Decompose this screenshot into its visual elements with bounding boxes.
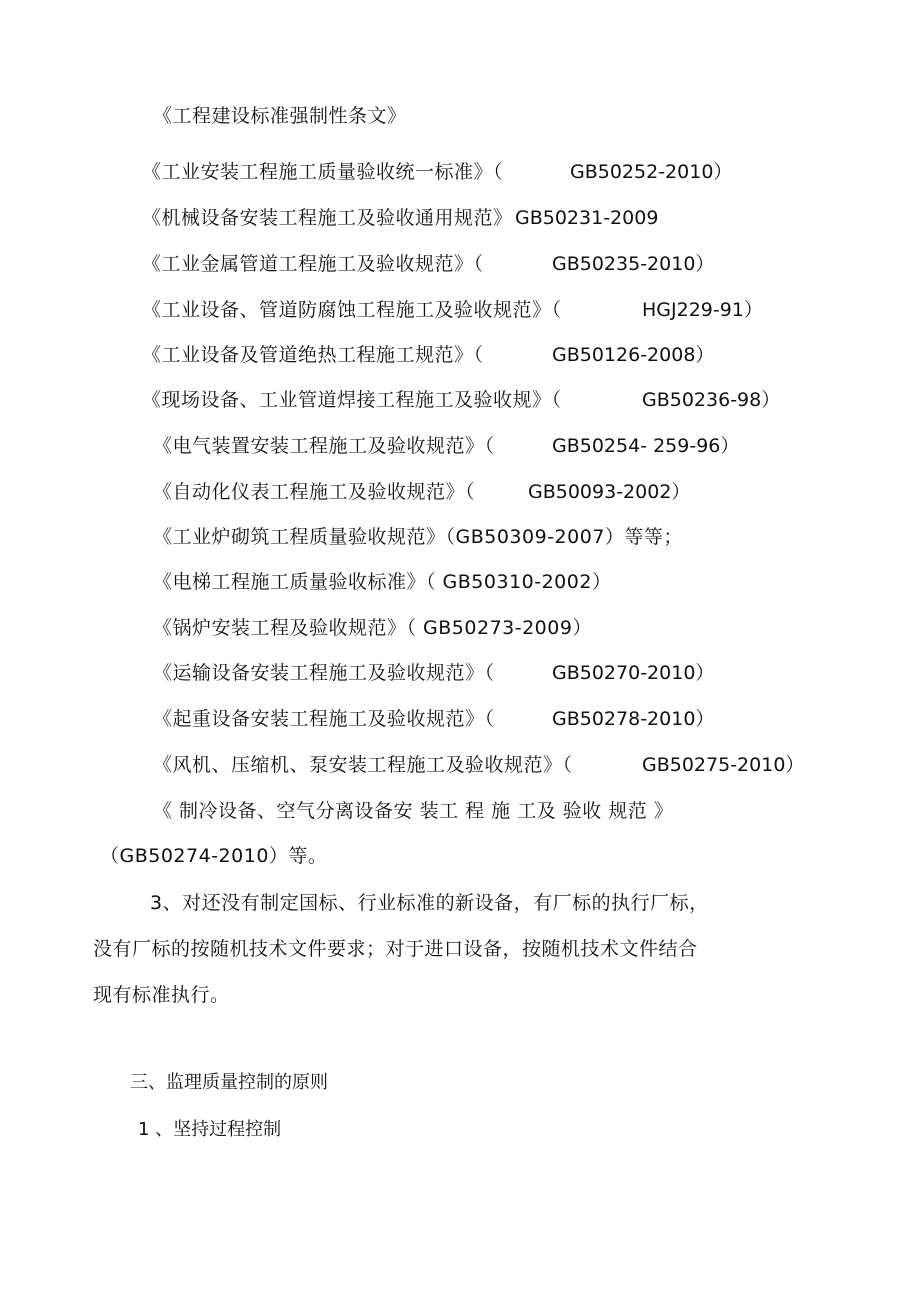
standard-code-6: GB50126-2008）	[552, 344, 715, 366]
standard-title-10: 《工业炉砌筑工程质量验收规范》（GB50309-2007）等等；	[153, 526, 683, 548]
standard-title-9: 《自动化仪表工程施工及验收规范》（	[153, 481, 476, 503]
paragraph-line-1: 3、对还没有制定国标、行业标准的新设备，有厂标的执行厂标，	[150, 892, 709, 914]
standard-title-4: 《工业金属管道工程施工及验收规范》（	[142, 253, 484, 275]
standard-code-9: GB50093-2002）	[528, 481, 691, 503]
standard-title-2: 《工业安装工程施工质量验收统一标准》（	[142, 161, 504, 183]
standard-title-6: 《工业设备及管道绝热工程施工规范》（	[142, 344, 484, 366]
standard-code-7: GB50236-98）	[642, 389, 781, 411]
standard-title-16: 《 制冷设备、空气分离设备安 装工 程 施 工及 验收 规范 》	[153, 800, 674, 822]
section-heading: 三、监理质量控制的原则	[130, 1072, 328, 1093]
standard-code-13: GB50270-2010）	[552, 662, 715, 684]
standard-title-7: 《现场设备、工业管道焊接工程施工及验收规》（	[142, 389, 562, 411]
standard-title-13: 《运输设备安装工程施工及验收规范》（	[153, 662, 495, 684]
standard-title-5: 《工业设备、管道防腐蚀工程施工及验收规范》（	[142, 299, 562, 321]
standard-code-5: HGJ229-91）	[642, 299, 763, 321]
paragraph-line-3: 现有标准执行。	[93, 984, 230, 1006]
standard-code-14: GB50278-2010）	[552, 708, 715, 730]
standard-title-14: 《起重设备安装工程施工及验收规范》（	[153, 708, 495, 730]
standard-code-3: GB50231-2009	[515, 207, 659, 229]
standard-code-8: GB50254- 259-96）	[552, 435, 740, 457]
paragraph-line-2: 没有厂标的按随机技术文件要求；对于进口设备，按随机技术文件结合	[93, 938, 698, 960]
subsection-heading: 1 、坚持过程控制	[138, 1119, 282, 1140]
standard-title-17: （GB50274-2010）等。	[100, 845, 328, 867]
standard-title-3: 《机械设备安装工程施工及验收通用规范》	[142, 207, 513, 229]
standard-title-11: 《电梯工程施工质量验收标准》（ GB50310-2002）	[153, 571, 612, 593]
standard-code-2: GB50252-2010）	[570, 161, 733, 183]
standard-title-12: 《锅炉安装工程及验收规范》（ GB50273-2009）	[153, 617, 592, 639]
standard-title-15: 《风机、压缩机、泵安装工程施工及验收规范》（	[153, 754, 573, 776]
standard-title-1: 《工程建设标准强制性条文》	[153, 105, 407, 127]
standard-code-4: GB50235-2010）	[552, 253, 715, 275]
standard-title-8: 《电气装置安装工程施工及验收规范》（	[153, 435, 495, 457]
standard-code-15: GB50275-2010）	[642, 754, 805, 776]
